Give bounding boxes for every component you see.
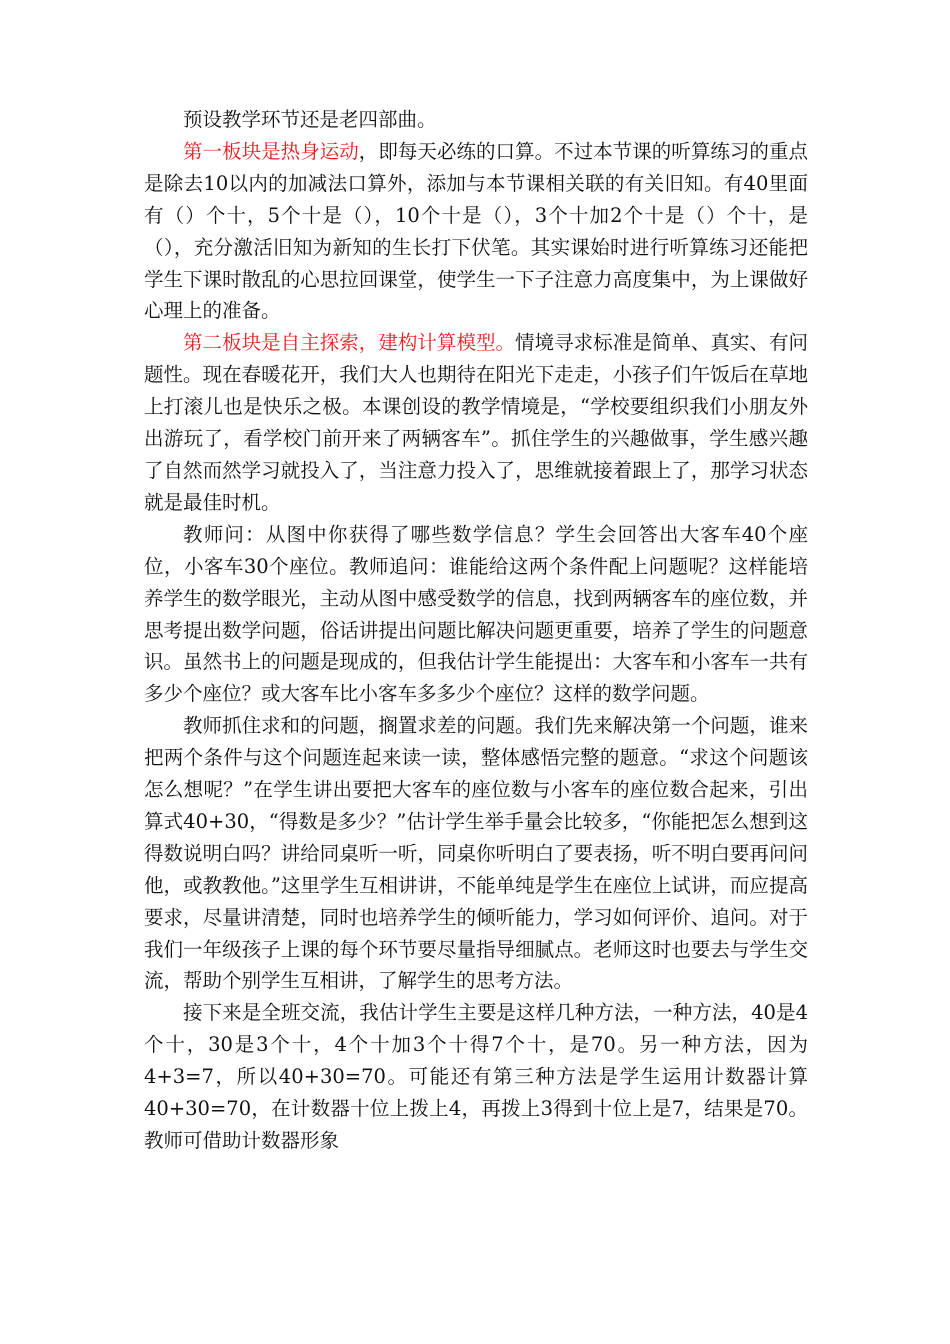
highlighted-heading: 第二板块是自主探索，建构计算模型。	[183, 331, 516, 355]
paragraph	[144, 997, 808, 1157]
paragraph	[144, 710, 808, 997]
paragraph-text: 情境寻求标准是简单、真实、有问题性。现在春暖花开，我们大人也期待在阳光下走走，小孩子们午饭后在草地上打滚儿也是快乐之极。本课创设的教学情境是，“学校要组织我们小朋友外出游玩了，看学校门前开来了两辆客车”。抓住学生的兴趣做事，学生感兴趣了自然而然学习就投入了，当注意力投入了，思维就接着跟上了，那学习状态就是最佳时机。	[144, 331, 808, 514]
document-body	[144, 104, 808, 1157]
paragraph-text: 教师抓住求和的问题，搁置求差的问题。我们先来解决第一个问题，谁来把两个条件与这个问题连起来读一读，整体感悟完整的题意。“求这个问题该怎么想呢？”在学生讲出要把大客车的座位数与小客车的座位数合起来，引出算式40+30，“得数是多少？”估计学生举手量会比较多，“你能把怎么想到这得数说明白吗？讲给同桌听一听，同桌你听明白了要表扬，听不明白要再问问他，或教教他。”这里学生互相讲讲，不能单纯是学生在座位上试讲，而应提高要求，尽量讲清楚，同时也培养学生的倾听能力，学习如何评价、追问。对于我们一年级孩子上课的每个环节要尽量指导细腻点。老师这时也要去与学生交流，帮助个别学生互相讲，了解学生的思考方法。	[144, 714, 808, 993]
paragraph-text: 预设教学环节还是老四部曲。	[183, 108, 437, 131]
paragraph	[144, 136, 808, 327]
paragraph-text: 接下来是全班交流，我估计学生主要是这样几种方法，一种方法，40是4个十，30是3个十，4个十加3个十得7个十，是70。另一种方法，因为4+3=7，所以40+30=70。可能还有第三种方法是学生运用计数器计算40+30=70，在计数器十位上拨上4，再拨上3得到十位上是7，结果是70。教师可借助计数器形象	[144, 1001, 808, 1152]
paragraph-text: ，即每天必练的口算。不过本节课的听算练习的重点是除去10以内的加减法口算外，添加与本节课相关联的有关旧知。有40里面有（）个十，5个十是（），10个十是（），3个十加2个十是（）个十，是（），充分激活旧知为新知的生长打下伏笔。其实课始时进行听算练习还能把学生下课时散乱的心思拉回课堂，使学生一下子注意力高度集中，为上课做好心理上的准备。	[144, 139, 808, 323]
paragraph-text: 教师问：从图中你获得了哪些数学信息？学生会回答出大客车40个座位，小客车30个座位。教师追问：谁能给这两个条件配上问题呢？这样能培养学生的数学眼光，主动从图中感受数学的信息，找到两辆客车的座位数，并思考提出数学问题，俗话讲提出问题比解决问题更重要，培养了学生的问题意识。虽然书上的问题是现成的，但我估计学生能提出：大客车和小客车一共有多少个座位？或大客车比小客车多多少个座位？这样的数学问题。	[144, 522, 808, 706]
paragraph	[144, 104, 808, 136]
paragraph	[144, 519, 808, 710]
paragraph	[144, 327, 808, 518]
highlighted-heading: 第一板块是热身运动	[183, 139, 359, 163]
